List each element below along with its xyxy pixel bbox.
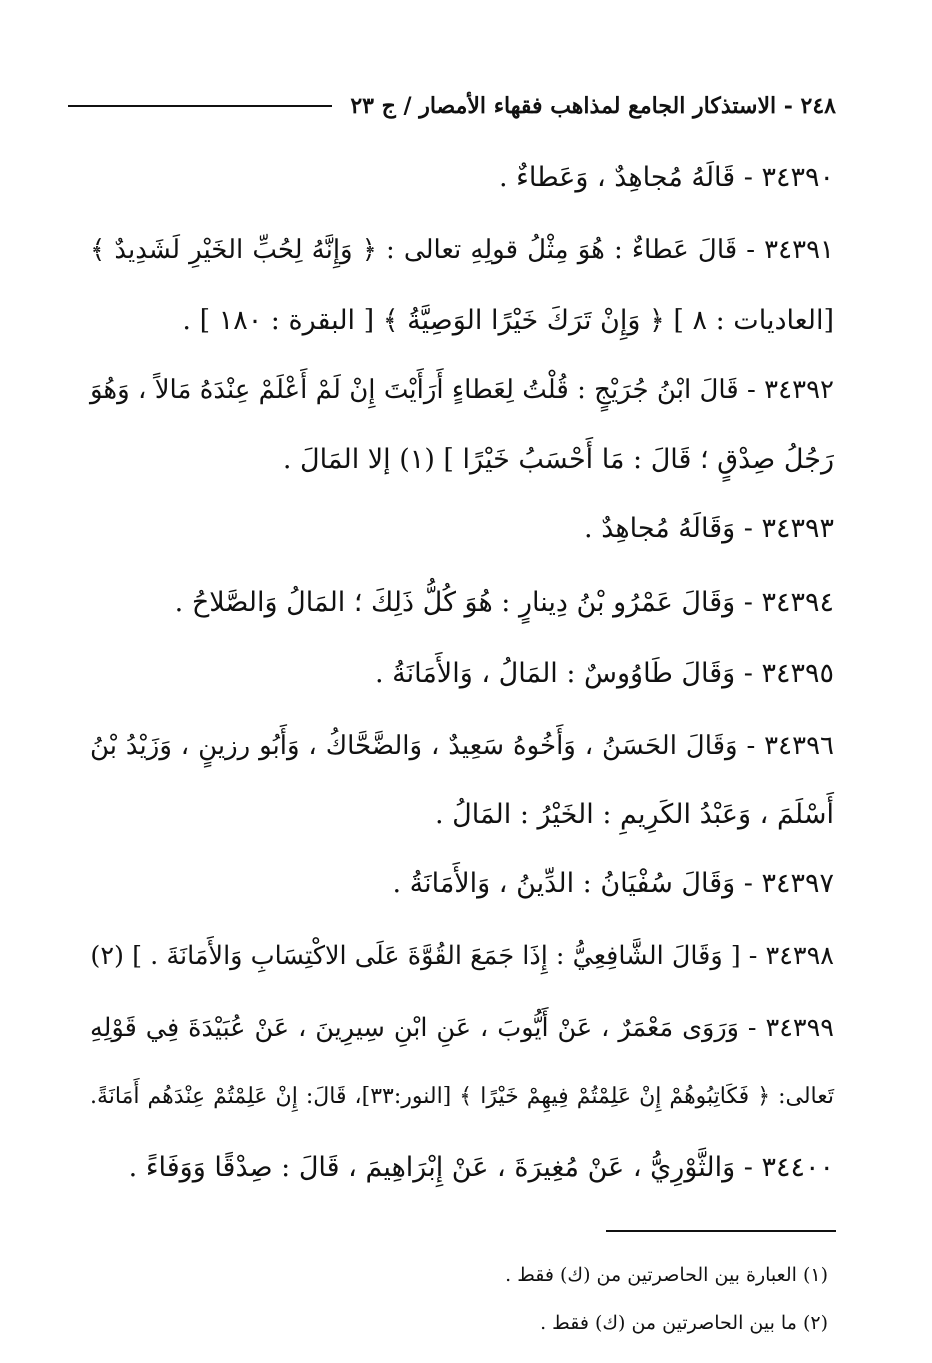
- paragraph-34394: ٣٤٣٩٤ - وَقَالَ عَمْرُو بْنُ دِينارٍ : هُوَ كُلُّ ذَلِكَ ؛ المَالُ وَالصَّلاحُ .: [174, 587, 834, 618]
- paragraph-34399-line-2: تَعالى: ﴿ فَكَاتِبُوهُمْ إِنْ عَلِمْتُمْ فِيهِمْ خَيْرًا ﴾ [النور:٣٣]، قَالَ: إِنْ عَلِمْتُمْ عِنْدَهُم أَمَانَةً.: [90, 1084, 834, 1109]
- paragraph-34396-line-2: أَسْلَمَ ، وَعَبْدُ الكَرِيمِ : الخَيْرُ : المَالُ .: [434, 799, 834, 830]
- paragraph-34393: ٣٤٣٩٣ - وَقَالَهُ مُجاهِدٌ .: [584, 513, 834, 544]
- paragraph-34392-line-2: رَجُلُ صِدْقٍ ؛ قَالَ : مَا أَحْسَبُ خَيْرًا ] (١) إلا المَالَ .: [282, 444, 834, 475]
- paragraph-34392-line-1: ٣٤٣٩٢ - قَالَ ابْنُ جُرَيْجٍ : قُلْتُ لِعَطاءٍ أَرَأَيْتَ إِنْ لَمْ أَعْلَمْ عِنْدَهُ مَالاً ، وَهُوَ: [90, 375, 834, 405]
- footnote-separator: [606, 1230, 836, 1232]
- paragraph-34391-line-2: [العاديات : ٨ ] ﴿ وَإِنْ تَرَكَ خَيْرًا الوَصِيَّةُ ﴾ [ البقرة : ١٨٠ ] .: [182, 305, 834, 336]
- footnote-2: (٢) ما بين الحاصرتين من (ك) فقط .: [540, 1312, 828, 1334]
- paragraph-34397: ٣٤٣٩٧ - وَقَالَ سُفْيَانُ : الدِّينُ ، وَالأَمَانَةُ .: [392, 868, 834, 899]
- paragraph-34399-line-1: ٣٤٣٩٩ - وَرَوَى مَعْمَرٌ ، عَنْ أَيُّوبَ ، عَنِ ابْنِ سِيرِينَ ، عَنْ عُبَيْدَةَ فِي قَوْلِهِ: [90, 1013, 834, 1043]
- paragraph-34395: ٣٤٣٩٥ - وَقَالَ طَاوُوسٌ : المَالُ ، وَالأَمَانَةُ .: [374, 658, 834, 689]
- paragraph-34396-line-1: ٣٤٣٩٦ - وَقَالَ الحَسَنُ ، وَأَخُوهُ سَعِيدٌ ، وَالضَّحَّاكُ ، وَأَبُو رزينٍ ، وَزَيْدُ بْنُ: [90, 731, 834, 761]
- header-rule: [68, 105, 332, 107]
- footnote-1: (١) العبارة بين الحاصرتين من (ك) فقط .: [505, 1264, 828, 1286]
- running-title: ٢٤٨ - الاستذكار الجامع لمذاهب فقهاء الأمصار / ج ٢٣: [350, 93, 836, 119]
- paragraph-34398: ٣٤٣٩٨ - [ وَقَالَ الشَّافِعِيُّ : إِذَا جَمَعَ القُوَّةَ عَلَى الاكْتِسَابِ وَالأَمَانَةَ . ] (٢): [90, 941, 834, 971]
- paragraph-34391-line-1: ٣٤٣٩١ - قَالَ عَطاءٌ : هُوَ مِثْلُ قولِهِ تعالى : ﴿ وَإِنَّهُ لِحُبِّ الخَيْرِ لَشَدِيدٌ ﴾: [90, 235, 834, 265]
- paragraph-34400: ٣٤٤٠٠ - وَالثَّوْرِيُّ ، عَنْ مُغِيرَةَ ، عَنْ إِبْرَاهِيمَ ، قَالَ : صِدْقًا وَوَفَاءً .: [128, 1152, 834, 1183]
- paragraph-34390: ٣٤٣٩٠ - قَالَهُ مُجاهِدٌ ، وَعَطاءٌ .: [498, 162, 834, 193]
- running-header: [68, 86, 836, 126]
